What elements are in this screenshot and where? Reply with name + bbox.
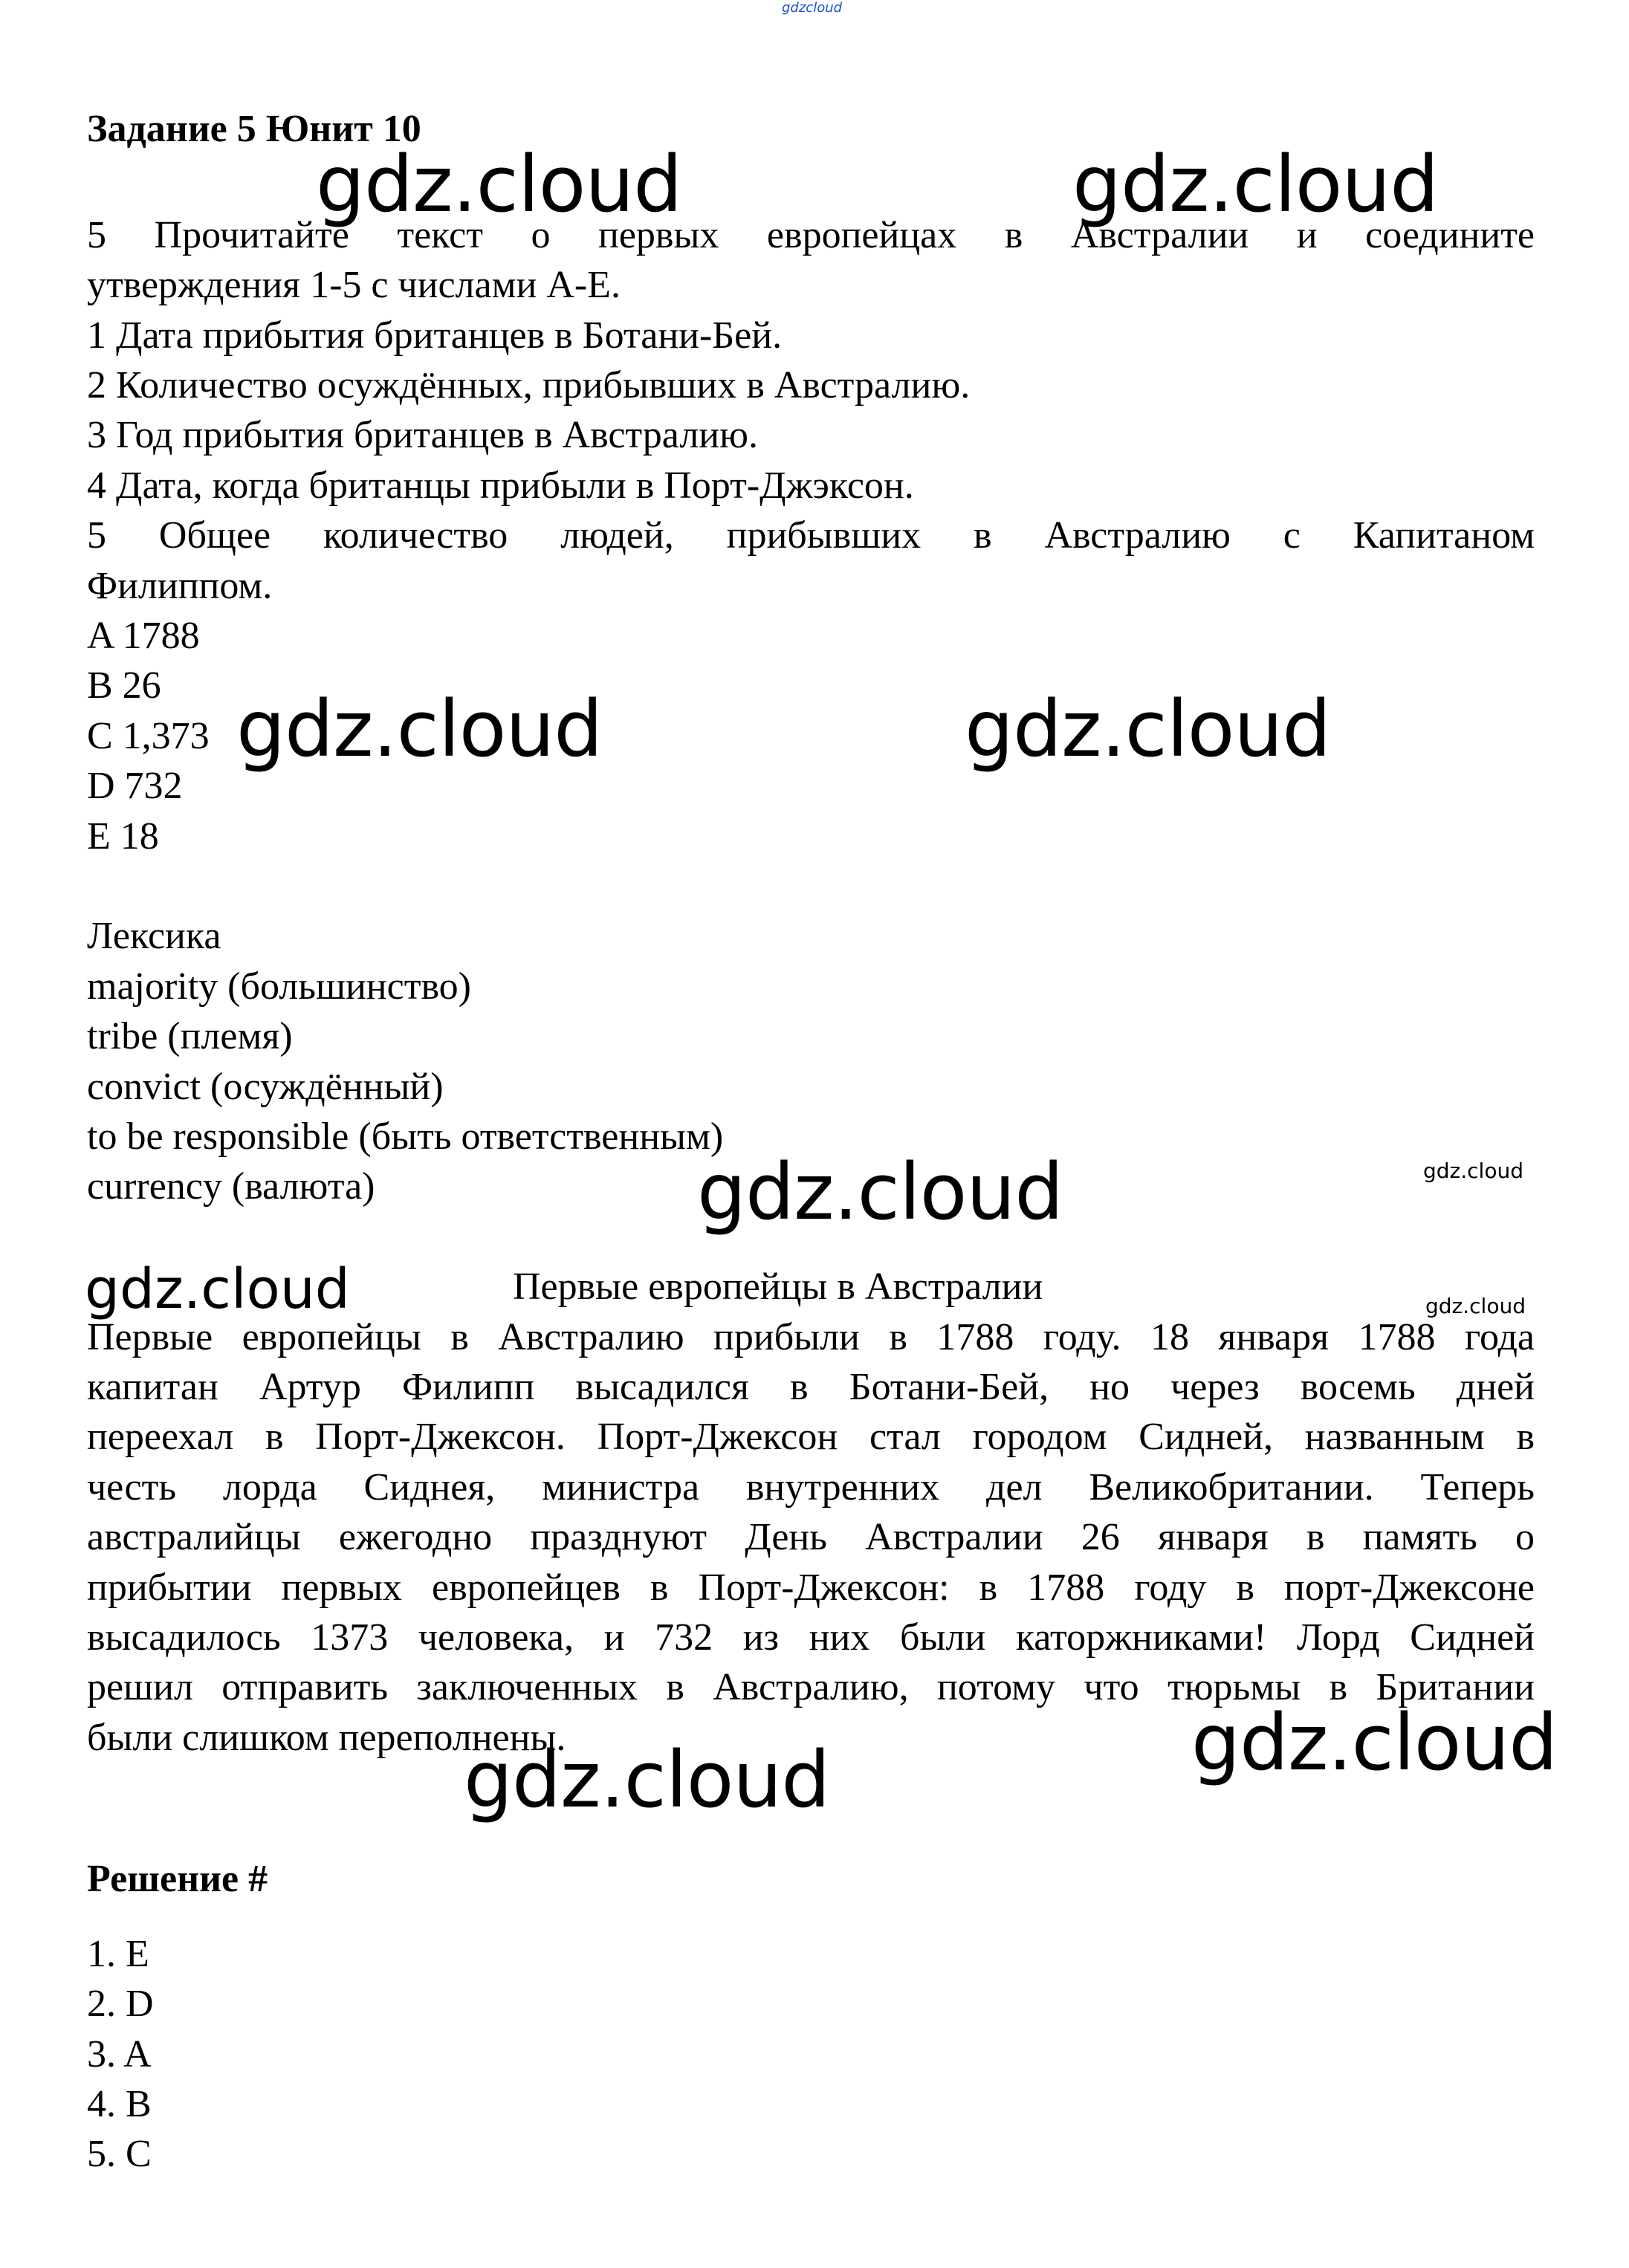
article-line: переехал в Порт-Джексон. Порт-Джексон стал городом Сидней, названным в [87, 1416, 1535, 1458]
watermark-top: gdzcloud [782, 0, 843, 16]
answer-item: 2. D [87, 1983, 154, 2025]
option-d: D 732 [87, 765, 183, 807]
statement-4: 4 Дата, когда британцы прибыли в Порт-Джэксон. [87, 464, 914, 507]
article-line: австралийцы ежегодно празднуют День Австралии 26 января в память о [87, 1516, 1535, 1558]
option-b: B 26 [87, 664, 161, 707]
option-c: C 1,373 [87, 715, 210, 757]
answer-item: 3. A [87, 2033, 152, 2076]
article-title: Первые европейцы в Австралии [513, 1266, 1043, 1308]
watermark: gdz.cloud [236, 684, 603, 774]
article-line: высадилось 1373 человека, и 732 из них были каторжниками! Лорд Сидней [87, 1616, 1535, 1659]
watermark: gdz.cloud [316, 139, 682, 230]
watermark: gdz.cloud [1425, 1294, 1526, 1318]
option-a: A 1788 [87, 615, 200, 657]
watermark: gdz.cloud [1423, 1159, 1523, 1183]
answer-item: 1. E [87, 1933, 149, 1975]
article-line: честь лорда Сиднея, министра внутренних дел Великобритании. Теперь [87, 1466, 1535, 1509]
task-instruction-line-1: 5 Прочитайте текст о первых европейцах в Австралии и соедините [87, 214, 1535, 256]
watermark: gdz.cloud [85, 1257, 350, 1321]
article-line: прибытии первых европейцев в Порт-Джексон: в 1788 году в порт-Джексоне [87, 1566, 1535, 1609]
watermark: gdz.cloud [697, 1147, 1063, 1237]
option-e: E 18 [87, 815, 159, 858]
statement-1: 1 Дата прибытия британцев в Ботани-Бей. [87, 314, 783, 357]
statement-3: 3 Год прибытия британцев в Австралию. [87, 414, 758, 456]
vocabulary-item: currency (валюта) [87, 1165, 375, 1208]
task-instruction-line-2: утверждения 1-5 с числами A-E. [87, 264, 621, 306]
watermark: gdz.cloud [1072, 139, 1439, 230]
watermark: gdz.cloud [965, 684, 1331, 774]
vocabulary-item: convict (осуждённый) [87, 1066, 444, 1108]
article-last-line: были слишком переполнены. [87, 1717, 566, 1759]
vocabulary-item: to be responsible (быть ответственным) [87, 1115, 724, 1158]
article-line: решил отправить заключенных в Австралию, потому что тюрьмы в Британии [87, 1666, 1535, 1708]
statement-5-line-1: 5 Общее количество людей, прибывших в Австралию с Капитаном [87, 514, 1535, 557]
answer-item: 5. C [87, 2133, 152, 2175]
vocabulary-item: tribe (племя) [87, 1015, 293, 1057]
article-line: капитан Артур Филипп высадился в Ботани-Бей, но через восемь дней [87, 1366, 1535, 1408]
watermark: gdz.cloud [1191, 1697, 1558, 1788]
vocabulary-item: majority (большинство) [87, 965, 471, 1008]
article-line: Первые европейцы в Австралию прибыли в 1788 году. 18 января 1788 года [87, 1316, 1535, 1358]
statement-2: 2 Количество осуждённых, прибывших в Австралию. [87, 364, 971, 406]
vocabulary-heading: Лексика [87, 915, 221, 957]
page-title: Задание 5 Юнит 10 [87, 108, 421, 150]
watermark: gdz.cloud [464, 1734, 830, 1825]
solution-heading: Решение # [87, 1858, 268, 1900]
statement-5-line-2: Филиппом. [87, 565, 273, 607]
answer-item: 4. B [87, 2083, 152, 2125]
